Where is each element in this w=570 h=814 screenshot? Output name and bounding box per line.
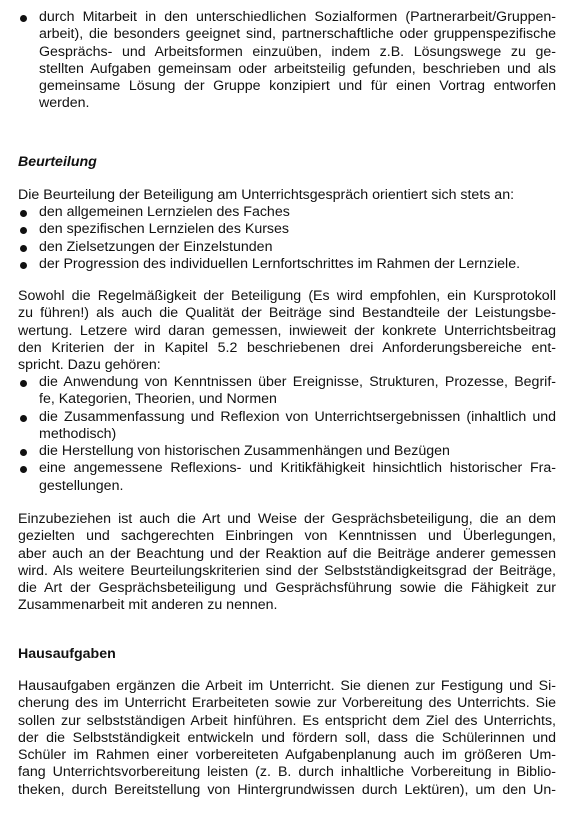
beurteilung-intro [18, 187, 556, 204]
list-item-text: fe, Kategorien, Theorien, und Normen [39, 391, 277, 408]
text-line: Die Beurteilung der Beteiligung am Unterrichtsgespräch orientiert sich stets an: [18, 187, 515, 203]
text-line: die Art der Gesprächsbeteiligung und Gesprächsführung sowie die Fähigkeit zur [18, 580, 556, 597]
text-line: wertung. Letzere wird daran gemessen, inwieweit der konkrete Unterrichtsbeitrag [18, 322, 556, 339]
list-item [18, 443, 556, 460]
list-item [18, 374, 556, 409]
list-item-text: der Progression des individuellen Lernfortschrittes im Rahmen der Lernziele. [39, 255, 521, 272]
hausaufgaben-paragraph [18, 678, 556, 799]
list-item [18, 460, 556, 495]
list-item-text: methodisch) [39, 425, 117, 442]
text-line: spricht. Dazu gehören: [18, 357, 161, 374]
text-line: werden. [39, 95, 90, 112]
beurteilung-list [18, 204, 556, 273]
text-line: arbeit), die besonders geeignet sind, partnerschaftliche oder gruppenspezifische [39, 26, 556, 43]
text-line: wird. Als weitere Beurteilungskriterien sind der Selbstständigkeitsgrad der Beiträge, [18, 562, 556, 579]
heading-hausaufgaben: Hausaufgaben [18, 646, 116, 662]
beurteilung-list-2 [18, 374, 556, 495]
text-line: zu führen!) als auch die Qualität der Beiträge sind Bestandteile der Leistungsbe- [18, 305, 556, 322]
list-item-text: die Zusammenfassung und Reflexion von Unterrichtsergebnissen (inhaltlich und [39, 408, 556, 425]
list-item [18, 204, 556, 221]
text-line: sollen zur selbstständigen Arbeit hinführen. Es entspricht dem Ziel des Unterrichts, [18, 712, 556, 729]
list-item [18, 409, 556, 444]
text-line: Sowohl die Regelmäßigkeit der Beteiligung (Es wird empfohlen, ein Kursprotokoll [18, 288, 556, 304]
list-item-text: gestellungen. [39, 477, 124, 494]
list-item-text: den Zielsetzungen der Einzelstunden [39, 238, 273, 255]
beurteilung-paragraph-3 [18, 511, 556, 615]
list-item-text: den allgemeinen Lernzielen des Faches [39, 204, 290, 220]
text-line: fang Unterrichtsvorbereitung leisten (z. B. durch inhaltliche Vorbereitung in Biblio- [18, 764, 556, 781]
list-item-text: die Herstellung von historischen Zusammenhängen und Bezügen [39, 443, 450, 460]
text-line: Gesprächs- und Arbeitsformen einzuüben, indem z.B. Lösungswege zu ge- [39, 43, 556, 60]
text-line: stellten Aufgaben gemeinsam oder arbeitsteilig gefunden, beschrieben und als [39, 60, 556, 77]
heading-beurteilung: Beurteilung [18, 154, 97, 170]
text-line: Hausaufgaben ergänzen die Arbeit im Unterricht. Sie dienen zur Festigung und Si- [18, 678, 556, 694]
list-item [18, 239, 556, 256]
text-line: aber auch an der Beachtung und der Reaktion auf die Beiträge anderer gemessen [18, 545, 556, 562]
text-line: gezielten und sachgerechten Einbringen von Kenntnissen und Überlegungen, [18, 528, 556, 545]
list-item-text: die Anwendung von Kenntnissen über Ereignisse, Strukturen, Prozesse, Begrif- [39, 374, 556, 390]
text-line: der die Selbstständigkeit entwickeln und fördern soll, dass die Schülerinnen und [18, 729, 556, 746]
beurteilung-paragraph-2 [18, 288, 556, 374]
text-line: gemeinsame Lösung der Gruppe konzipiert und für einen Vortrag entworfen [39, 78, 556, 95]
intro-bullet [18, 9, 556, 113]
list-item-text: den spezifischen Lernzielen des Kurses [39, 221, 290, 238]
text-line: den Kriterien der in Kapitel 5.2 beschriebenen drei Anforderungsbereiche ent- [18, 339, 556, 356]
list-item [18, 221, 556, 238]
list-item [18, 256, 556, 273]
text-line: Zusammenarbeit mit anderen zu nennen. [18, 597, 278, 614]
text-line: Einzubeziehen ist auch die Art und Weise der Gesprächsbeteiligung, die an dem [18, 511, 556, 527]
text-line: Schüler im Rahmen einer vorbereiteten Aufgabenplanung auch im größeren Um- [18, 747, 556, 764]
list-item-text: eine angemessene Reflexions- und Kritikfähigkeit hinsichtlich historischer Fra- [39, 460, 556, 477]
text-line: theken, durch Bereitstellung von Hintergrundwissen durch Lektüren), um den Un- [18, 781, 556, 798]
text-line: durch Mitarbeit in den unterschiedlichen Sozialformen (Partnerarbeit/Gruppen- [39, 9, 556, 25]
text-line: cherung des im Unterricht Erarbeiteten sowie zur Vorbereitung des Unterrichts. Sie [18, 695, 556, 712]
